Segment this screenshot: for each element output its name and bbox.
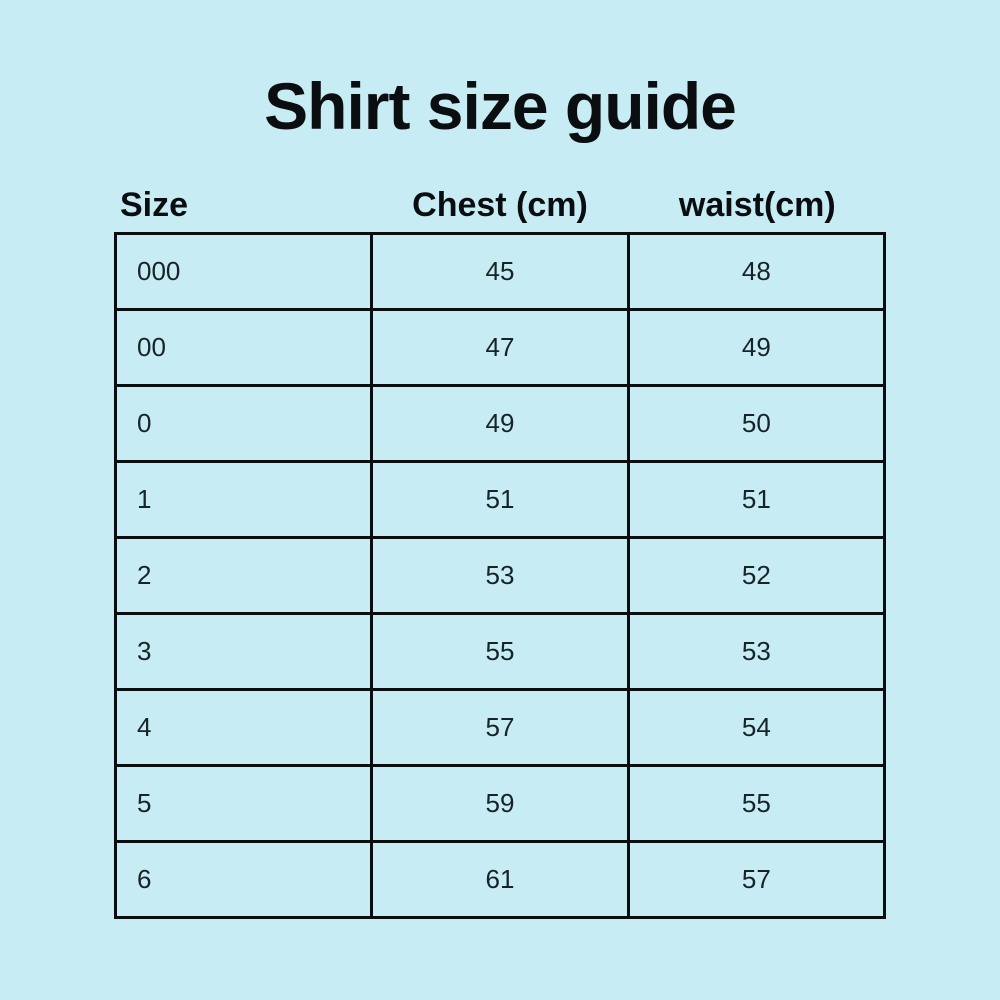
size-cell: 0 [116, 386, 372, 462]
chest-cell: 49 [372, 386, 628, 462]
waist-cell: 52 [628, 538, 884, 614]
size-cell: 2 [116, 538, 372, 614]
chest-cell: 47 [372, 310, 628, 386]
waist-cell: 53 [628, 614, 884, 690]
header-waist: waist(cm) [678, 186, 836, 224]
size-cell: 5 [116, 766, 372, 842]
chest-cell: 45 [372, 234, 628, 310]
table-row [116, 690, 885, 766]
chest-cell: 55 [372, 614, 628, 690]
table-row [116, 614, 885, 690]
table-body [116, 234, 885, 918]
header-chest: Chest (cm) [412, 186, 588, 224]
table-row [116, 538, 885, 614]
table-row [116, 310, 885, 386]
waist-cell: 51 [628, 462, 884, 538]
size-cell: 6 [116, 842, 372, 918]
size-cell: 1 [116, 462, 372, 538]
chest-cell: 53 [372, 538, 628, 614]
chest-cell: 51 [372, 462, 628, 538]
waist-cell: 48 [628, 234, 884, 310]
size-cell: 00 [116, 310, 372, 386]
table-row [116, 842, 885, 918]
size-cell: 3 [116, 614, 372, 690]
chest-cell: 57 [372, 690, 628, 766]
waist-cell: 55 [628, 766, 884, 842]
table-row [116, 386, 885, 462]
waist-cell: 54 [628, 690, 884, 766]
table-header-row [114, 186, 886, 225]
size-table [114, 232, 886, 919]
table-row [116, 766, 885, 842]
table-row [116, 462, 885, 538]
chest-cell: 59 [372, 766, 628, 842]
size-cell: 000 [116, 234, 372, 310]
waist-cell: 57 [628, 842, 884, 918]
header-size: Size [120, 186, 189, 224]
table-row [116, 234, 885, 310]
page-title: Shirt size guide [264, 69, 736, 143]
size-cell: 4 [116, 690, 372, 766]
waist-cell: 49 [628, 310, 884, 386]
chest-cell: 61 [372, 842, 628, 918]
waist-cell: 50 [628, 386, 884, 462]
